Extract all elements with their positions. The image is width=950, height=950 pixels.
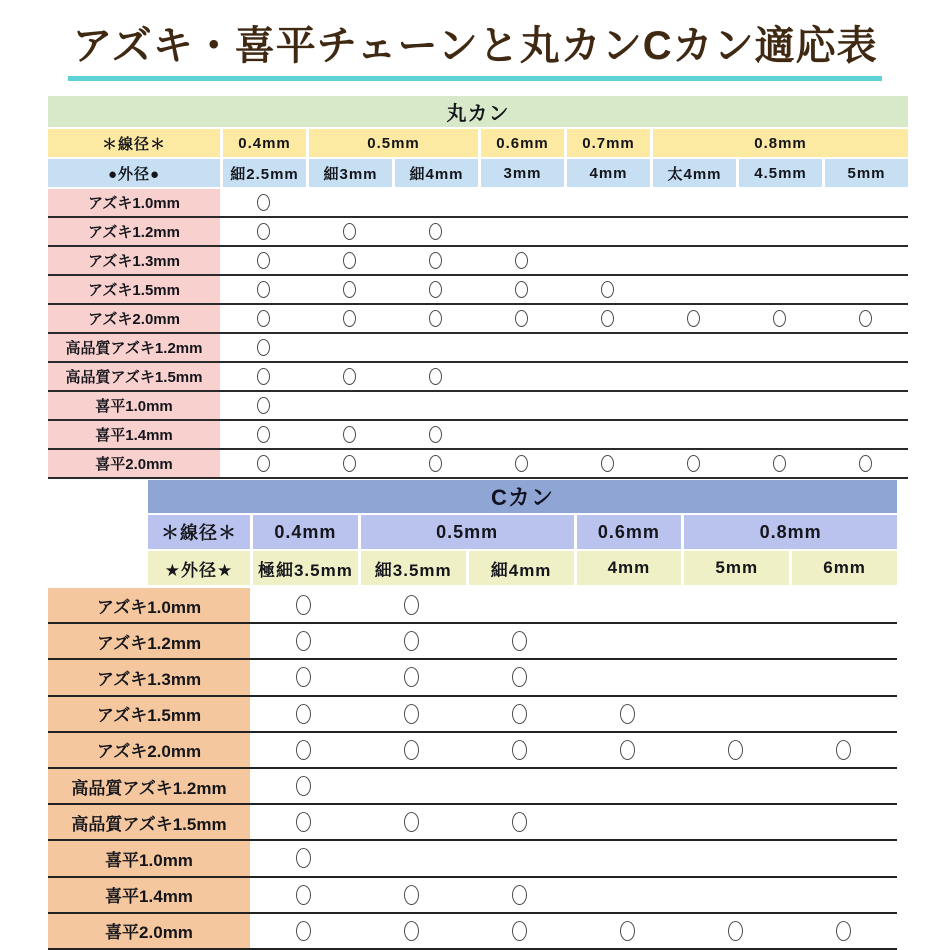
compat-cell [306, 363, 392, 390]
circle-mark [515, 455, 528, 472]
ckan-outer-diameter-row [148, 551, 897, 585]
compat-cell [650, 450, 736, 477]
wire-diameter-value: 0.6mm [478, 129, 564, 157]
outer-diameter-value: 6mm [789, 551, 897, 585]
compat-cell [466, 805, 574, 839]
compat-cell [681, 660, 789, 694]
compat-cell [789, 769, 897, 803]
compat-cell [574, 878, 682, 912]
compat-cell [466, 841, 574, 875]
compat-cell [822, 218, 908, 245]
compat-cell [358, 878, 466, 912]
compat-cell [822, 334, 908, 361]
compat-cell [358, 841, 466, 875]
circle-mark [404, 885, 419, 905]
table-row [48, 247, 908, 276]
compat-cell [681, 733, 789, 767]
compat-cell [478, 247, 564, 274]
compat-cell [564, 363, 650, 390]
compat-cell [574, 733, 682, 767]
chain-row-label: 高品質アズキ1.5mm [48, 363, 220, 390]
outer-diameter-value: 極細3.5mm [250, 551, 358, 585]
compat-cell [736, 247, 822, 274]
compat-cell [478, 450, 564, 477]
compat-cell [564, 421, 650, 448]
compat-cell [650, 276, 736, 303]
outer-diameter-value: 細3.5mm [358, 551, 466, 585]
compat-cell [250, 697, 358, 731]
chain-row-label: 喜平1.0mm [48, 841, 250, 875]
compat-cell [564, 334, 650, 361]
wire-diameter-value: 0.4mm [250, 515, 358, 549]
marukan-outer-diameter-row [48, 159, 908, 187]
compat-cell [574, 769, 682, 803]
page-title: アズキ・喜平チェーンと丸カンCカン適応表 [68, 14, 881, 81]
compat-cell [392, 189, 478, 216]
compat-cell [564, 247, 650, 274]
compat-cell [358, 624, 466, 658]
circle-mark [429, 281, 442, 298]
compat-cell [650, 392, 736, 419]
compat-cell [650, 421, 736, 448]
chain-row-label: 喜平2.0mm [48, 450, 220, 477]
wire-diameter-value: 0.8mm [650, 129, 908, 157]
compat-cell [736, 276, 822, 303]
compat-cell [466, 733, 574, 767]
compat-cell [789, 660, 897, 694]
compat-cell [250, 841, 358, 875]
circle-mark [404, 812, 419, 832]
chain-row-label: 喜平1.0mm [48, 392, 220, 419]
circle-mark [859, 310, 872, 327]
compat-cell [220, 189, 306, 216]
compat-cell [574, 841, 682, 875]
outer-diameter-value: 細2.5mm [220, 159, 306, 187]
compat-cell [822, 363, 908, 390]
circle-mark [257, 223, 270, 240]
compat-cell [220, 450, 306, 477]
circle-mark [343, 455, 356, 472]
table-row [48, 363, 908, 392]
circle-mark [404, 704, 419, 724]
circle-mark [257, 368, 270, 385]
circle-mark [515, 310, 528, 327]
compat-cell [306, 276, 392, 303]
compat-cell [478, 334, 564, 361]
chain-row-label: アズキ1.5mm [48, 276, 220, 303]
compat-cell [358, 660, 466, 694]
compat-cell [220, 392, 306, 419]
circle-mark [257, 455, 270, 472]
compat-cell [736, 421, 822, 448]
compat-cell [306, 305, 392, 332]
compat-cell [822, 247, 908, 274]
wire-diameter-value: 0.4mm [220, 129, 306, 157]
circle-mark [257, 252, 270, 269]
compat-cell [564, 276, 650, 303]
circle-mark [773, 455, 786, 472]
compat-cell [466, 624, 574, 658]
compat-cell [574, 588, 682, 622]
table-row [48, 305, 908, 334]
compat-cell [650, 305, 736, 332]
circle-mark [515, 252, 528, 269]
compat-cell [789, 697, 897, 731]
compat-cell [478, 363, 564, 390]
table-row [48, 841, 897, 877]
chain-row-label: アズキ2.0mm [48, 733, 250, 767]
wire-diameter-value: 0.8mm [681, 515, 897, 549]
circle-mark [512, 885, 527, 905]
circle-mark [429, 310, 442, 327]
compat-cell [358, 805, 466, 839]
compat-cell [306, 189, 392, 216]
circle-mark [836, 921, 851, 941]
chain-row-label: 高品質アズキ1.2mm [48, 334, 220, 361]
compat-cell [789, 588, 897, 622]
compat-cell [564, 189, 650, 216]
compat-cell [466, 588, 574, 622]
circle-mark [296, 704, 311, 724]
table-row [48, 189, 908, 218]
circle-mark [343, 223, 356, 240]
chain-row-label: アズキ1.0mm [48, 189, 220, 216]
table-row [48, 334, 908, 363]
compat-cell [478, 421, 564, 448]
compat-cell [789, 733, 897, 767]
circle-mark [512, 812, 527, 832]
compat-cell [250, 624, 358, 658]
compat-cell [650, 218, 736, 245]
compat-cell [650, 189, 736, 216]
circle-mark [257, 281, 270, 298]
compat-cell [564, 305, 650, 332]
circle-mark [512, 704, 527, 724]
marukan-table-title: 丸カン [48, 96, 908, 127]
circle-mark [620, 740, 635, 760]
table-row [48, 392, 908, 421]
compat-cell [392, 218, 478, 245]
circle-mark [257, 339, 270, 356]
circle-mark [257, 194, 270, 211]
wire-diameter-label: ＊線径＊ [148, 515, 250, 549]
compat-cell [789, 624, 897, 658]
circle-mark [343, 252, 356, 269]
circle-mark [620, 921, 635, 941]
compat-cell [564, 218, 650, 245]
circle-mark [620, 704, 635, 724]
chain-row-label: 高品質アズキ1.2mm [48, 769, 250, 803]
chain-row-label: アズキ2.0mm [48, 305, 220, 332]
compat-cell [358, 697, 466, 731]
table-row [48, 914, 897, 950]
compat-cell [681, 624, 789, 658]
compat-cell [220, 247, 306, 274]
chain-row-label: アズキ1.2mm [48, 218, 220, 245]
compat-cell [478, 218, 564, 245]
compat-cell [250, 805, 358, 839]
compat-cell [392, 334, 478, 361]
chain-row-label: 喜平1.4mm [48, 421, 220, 448]
compat-cell [220, 421, 306, 448]
compat-cell [736, 218, 822, 245]
compat-cell [574, 805, 682, 839]
outer-diameter-value: 細4mm [466, 551, 574, 585]
compat-cell [681, 878, 789, 912]
outer-diameter-label: ●外径● [48, 159, 220, 187]
compat-cell [789, 805, 897, 839]
circle-mark [515, 281, 528, 298]
compat-cell [250, 588, 358, 622]
wire-diameter-label: ＊線径＊ [48, 129, 220, 157]
compat-cell [736, 392, 822, 419]
circle-mark [404, 595, 419, 615]
circle-mark [296, 848, 311, 868]
compat-cell [789, 914, 897, 948]
compat-cell [306, 218, 392, 245]
circle-mark [512, 740, 527, 760]
title-area [0, 14, 950, 81]
compat-cell [822, 305, 908, 332]
table-row [48, 769, 897, 805]
compat-cell [736, 305, 822, 332]
table-row [48, 421, 908, 450]
compat-cell [306, 247, 392, 274]
compat-cell [466, 878, 574, 912]
compat-cell [574, 914, 682, 948]
table-row [48, 733, 897, 769]
table-row [48, 697, 897, 733]
outer-diameter-value: 細4mm [392, 159, 478, 187]
outer-diameter-value: 3mm [478, 159, 564, 187]
circle-mark [404, 667, 419, 687]
compat-cell [822, 450, 908, 477]
chain-row-label: アズキ1.3mm [48, 660, 250, 694]
compat-cell [220, 363, 306, 390]
circle-mark [296, 740, 311, 760]
compat-cell [478, 189, 564, 216]
compat-cell [220, 305, 306, 332]
compat-cell [220, 334, 306, 361]
compat-cell [392, 363, 478, 390]
compat-cell [358, 733, 466, 767]
outer-diameter-value: 4mm [564, 159, 650, 187]
compat-cell [478, 305, 564, 332]
wire-diameter-value: 0.6mm [574, 515, 682, 549]
circle-mark [429, 252, 442, 269]
table-row [48, 276, 908, 305]
circle-mark [296, 631, 311, 651]
ckan-table-body [48, 588, 897, 950]
compat-cell [250, 878, 358, 912]
marukan-table-body [48, 189, 908, 479]
circle-mark [859, 455, 872, 472]
compat-cell [736, 334, 822, 361]
outer-diameter-value: 4.5mm [736, 159, 822, 187]
compat-cell [822, 189, 908, 216]
marukan-table [48, 96, 908, 479]
circle-mark [728, 740, 743, 760]
compat-cell [574, 660, 682, 694]
compat-cell [574, 697, 682, 731]
compat-cell [736, 363, 822, 390]
compat-cell [650, 334, 736, 361]
compat-cell [736, 189, 822, 216]
compat-cell [250, 733, 358, 767]
compat-cell [392, 276, 478, 303]
circle-mark [257, 426, 270, 443]
table-row [48, 624, 897, 660]
circle-mark [601, 455, 614, 472]
chain-row-label: 高品質アズキ1.5mm [48, 805, 250, 839]
outer-diameter-value: 5mm [681, 551, 789, 585]
table-row [48, 660, 897, 696]
compat-cell [250, 914, 358, 948]
compat-cell [392, 421, 478, 448]
chain-row-label: アズキ1.3mm [48, 247, 220, 274]
circle-mark [601, 310, 614, 327]
compat-cell [306, 450, 392, 477]
compat-cell [466, 697, 574, 731]
circle-mark [296, 595, 311, 615]
circle-mark [296, 921, 311, 941]
compat-cell [822, 392, 908, 419]
chain-row-label: アズキ1.5mm [48, 697, 250, 731]
ckan-table-header [148, 480, 897, 585]
table-row [48, 805, 897, 841]
ckan-wire-diameter-row [148, 515, 897, 549]
compat-cell [789, 841, 897, 875]
chain-row-label: 喜平1.4mm [48, 878, 250, 912]
wire-diameter-value: 0.5mm [358, 515, 574, 549]
circle-mark [687, 455, 700, 472]
compat-cell [392, 450, 478, 477]
compat-cell [358, 769, 466, 803]
compat-cell [466, 914, 574, 948]
compat-cell [650, 363, 736, 390]
circle-mark [343, 281, 356, 298]
outer-diameter-value: 5mm [822, 159, 908, 187]
compat-cell [306, 334, 392, 361]
compat-cell [822, 276, 908, 303]
compat-cell [250, 660, 358, 694]
circle-mark [343, 426, 356, 443]
circle-mark [404, 921, 419, 941]
compat-cell [220, 276, 306, 303]
circle-mark [404, 631, 419, 651]
circle-mark [429, 223, 442, 240]
outer-diameter-value: 太4mm [650, 159, 736, 187]
circle-mark [343, 368, 356, 385]
compat-cell [564, 450, 650, 477]
compat-cell [650, 247, 736, 274]
wire-diameter-value: 0.5mm [306, 129, 478, 157]
circle-mark [429, 426, 442, 443]
compat-cell [306, 421, 392, 448]
marukan-wire-diameter-row [48, 129, 908, 157]
outer-diameter-value: 細3mm [306, 159, 392, 187]
compat-cell [392, 392, 478, 419]
wire-diameter-value: 0.7mm [564, 129, 650, 157]
compat-cell [250, 769, 358, 803]
table-row [48, 588, 897, 624]
chain-row-label: アズキ1.0mm [48, 588, 250, 622]
circle-mark [512, 921, 527, 941]
circle-mark [257, 397, 270, 414]
compat-cell [478, 392, 564, 419]
circle-mark [836, 740, 851, 760]
ckan-table-title: Cカン [148, 480, 897, 513]
compat-cell [466, 769, 574, 803]
outer-diameter-label: ★外径★ [148, 551, 250, 585]
compat-cell [736, 450, 822, 477]
circle-mark [429, 455, 442, 472]
compat-cell [564, 392, 650, 419]
compat-cell [466, 660, 574, 694]
circle-mark [687, 310, 700, 327]
circle-mark [429, 368, 442, 385]
outer-diameter-value: 4mm [574, 551, 682, 585]
compat-cell [681, 588, 789, 622]
compat-cell [392, 305, 478, 332]
circle-mark [601, 281, 614, 298]
compat-cell [681, 841, 789, 875]
compat-cell [681, 769, 789, 803]
circle-mark [512, 631, 527, 651]
compat-cell [681, 805, 789, 839]
circle-mark [257, 310, 270, 327]
chain-row-label: 喜平2.0mm [48, 914, 250, 948]
circle-mark [296, 667, 311, 687]
compat-cell [358, 588, 466, 622]
table-row [48, 450, 908, 479]
compat-cell [681, 697, 789, 731]
circle-mark [512, 667, 527, 687]
compat-cell [681, 914, 789, 948]
circle-mark [296, 776, 311, 796]
circle-mark [296, 885, 311, 905]
compat-cell [574, 624, 682, 658]
compat-cell [392, 247, 478, 274]
compat-cell [789, 878, 897, 912]
circle-mark [296, 812, 311, 832]
compat-cell [358, 914, 466, 948]
chain-row-label: アズキ1.2mm [48, 624, 250, 658]
compat-cell [478, 276, 564, 303]
circle-mark [343, 310, 356, 327]
circle-mark [404, 740, 419, 760]
compat-cell [306, 392, 392, 419]
circle-mark [728, 921, 743, 941]
compat-cell [822, 421, 908, 448]
compat-cell [220, 218, 306, 245]
circle-mark [773, 310, 786, 327]
table-row [48, 878, 897, 914]
table-row [48, 218, 908, 247]
